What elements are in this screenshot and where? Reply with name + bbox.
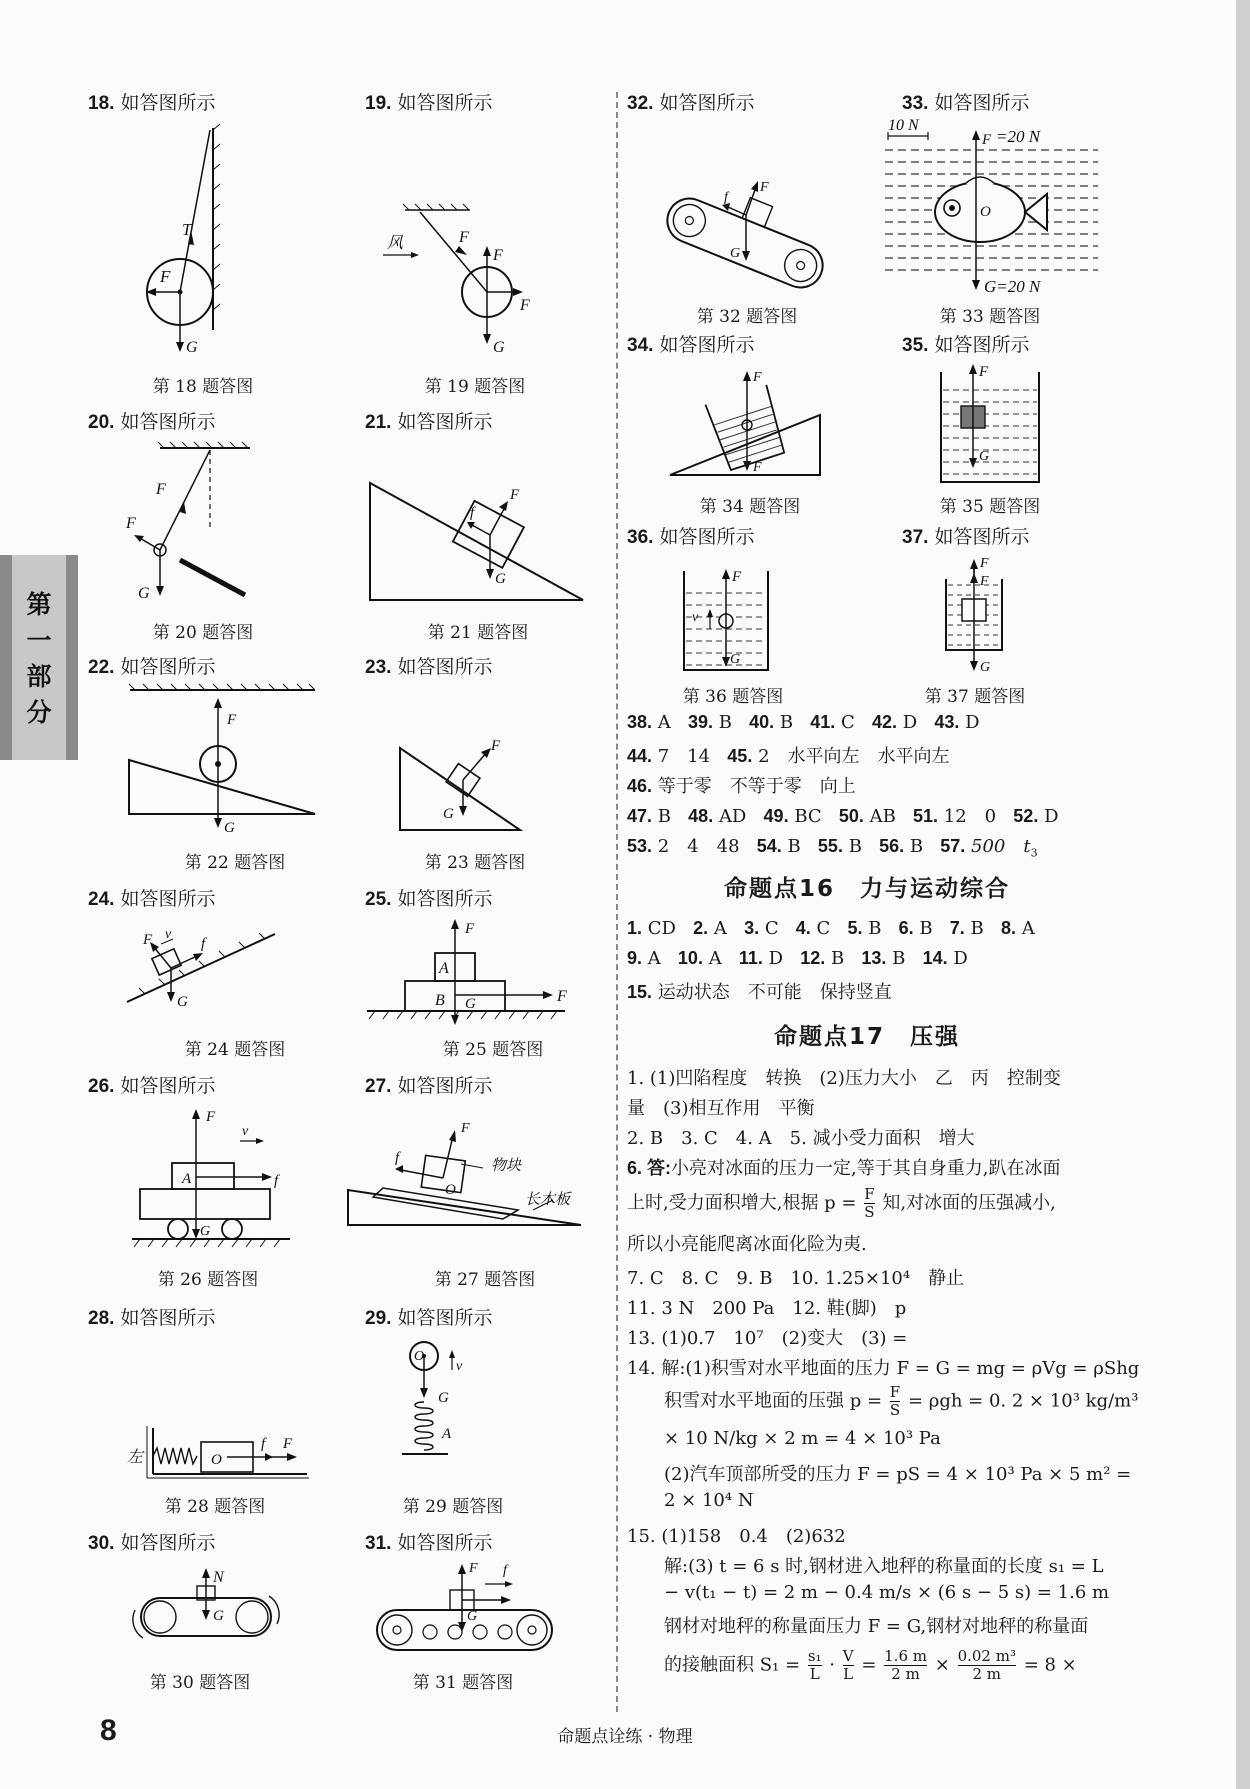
svg-text:v: v: [692, 610, 699, 625]
svg-text:G: G: [186, 339, 198, 356]
svg-text:F: F: [980, 574, 989, 589]
svg-text:G: G: [465, 996, 476, 1012]
s17-line-14: 2 × 10⁴ N: [664, 1490, 754, 1511]
svg-text:G: G: [467, 1609, 478, 1624]
question-29: 29. 如答图所示: [365, 1307, 493, 1329]
figure-33: [880, 112, 1105, 302]
svg-text:v: v: [242, 1124, 249, 1139]
svg-text:f: f: [724, 190, 728, 205]
page-edge-strip: [1236, 0, 1250, 1789]
svg-text:F: F: [753, 370, 762, 385]
svg-text:F: F: [206, 1109, 216, 1125]
svg-text:F: F: [156, 481, 166, 498]
caption-29: 第 29 题答图: [402, 1497, 504, 1517]
caption-32: 第 32 题答图: [696, 307, 798, 327]
figure-28: [125, 1420, 315, 1480]
caption-33: 第 33 题答图: [939, 307, 1041, 327]
svg-text:F: F: [469, 1561, 478, 1576]
question-27: 27. 如答图所示: [365, 1075, 493, 1097]
question-33: 33. 如答图所示: [902, 92, 1030, 114]
s17-line-8: 11. 3 N 200 Pa 12. 鞋(脚) p: [627, 1298, 907, 1319]
caption-18: 第 18 题答图: [152, 377, 254, 397]
s17-line-15: 15. (1)158 0.4 (2)632: [627, 1526, 846, 1547]
question-22: 22. 如答图所示: [88, 656, 216, 678]
caption-27: 第 27 题答图: [434, 1270, 536, 1290]
s17-line-4: 6. 答:小亮对冰面的压力一定,等于其自身重力,趴在冰面: [627, 1158, 1061, 1179]
s17-line-2: 量 (3)相互作用 平衡: [627, 1098, 815, 1119]
svg-text:F: F: [980, 556, 989, 571]
question-28: 28. 如答图所示: [88, 1307, 216, 1329]
section-heading-17: 命题点17 压强: [773, 1024, 960, 1050]
svg-text:10 N: 10 N: [888, 117, 919, 134]
svg-text:O: O: [980, 204, 991, 220]
svg-text:G: G: [730, 652, 741, 667]
svg-text:=20 N: =20 N: [996, 127, 1041, 146]
svg-text:T: T: [182, 220, 192, 239]
s17-line-19: 的接触面积 S₁ = $\frac{\text{s₁}}{L}$ · $\frac{V}{L}$ = $\frac{1.6 m}{2 m}$ × $\frac{\text{0.02 m³}}{2 m}$ = 8 ×: [664, 1647, 1077, 1683]
svg-text:f: f: [201, 936, 206, 952]
s17-line-6: 所以小亮能爬离冰面化险为夷.: [627, 1234, 867, 1255]
svg-text:F: F: [510, 487, 520, 503]
s17-line-10: 14. 解:(1)积雪对水平地面的压力 F = G = mg = ρVg = ρShg: [627, 1358, 1140, 1379]
page-footer: 命题点诠练 · 物理: [557, 1727, 693, 1747]
caption-30: 第 30 题答图: [149, 1673, 251, 1693]
figure-20: [120, 440, 270, 610]
figure-34: [665, 365, 825, 480]
svg-text:F: F: [126, 515, 136, 532]
question-24: 24. 如答图所示: [88, 888, 216, 910]
svg-text:G: G: [224, 820, 235, 836]
question-32: 32. 如答图所示: [627, 92, 755, 114]
question-34: 34. 如答图所示: [627, 334, 755, 356]
figure-30: [125, 1570, 285, 1650]
question-30: 30. 如答图所示: [88, 1532, 216, 1554]
svg-text:F: F: [732, 569, 742, 585]
svg-text:F: F: [160, 267, 171, 286]
question-18: 18. 如答图所示: [88, 92, 216, 114]
question-25: 25. 如答图所示: [365, 888, 493, 910]
svg-text:f: f: [274, 1173, 279, 1189]
svg-text:F: F: [465, 921, 475, 937]
figure-23: [395, 738, 530, 838]
svg-text:F: F: [227, 712, 237, 728]
svg-text:G: G: [138, 585, 150, 602]
svg-text:B: B: [435, 992, 445, 1009]
figure-25: [365, 915, 580, 1025]
svg-text:A: A: [442, 1426, 452, 1442]
question-19: 19. 如答图所示: [365, 92, 493, 114]
svg-text:N: N: [213, 1569, 224, 1586]
answers-38-43: 38. A 39. B 40. B 41. C 42. D 43. D: [627, 712, 980, 733]
svg-text:v: v: [456, 1359, 463, 1374]
answers-46: 46. 等于零 不等于零 向上: [627, 776, 856, 797]
side-tab-label: 第一部分: [26, 590, 52, 727]
caption-22: 第 22 题答图: [184, 853, 286, 873]
figure-32: [660, 175, 830, 295]
svg-text:G: G: [493, 339, 505, 356]
s16-answer-15: 15. 运动状态 不可能 保持竖直: [627, 982, 892, 1003]
figure-24: [125, 927, 285, 1010]
section-side-tab: [0, 555, 78, 760]
svg-text:f: f: [261, 1436, 266, 1452]
question-35: 35. 如答图所示: [902, 334, 1030, 356]
s16-answers-9-14: 9. A 10. A 11. D 12. B 13. B 14. D: [627, 948, 968, 969]
caption-28: 第 28 题答图: [164, 1497, 266, 1517]
svg-text:A: A: [182, 1171, 192, 1187]
caption-23: 第 23 题答图: [424, 853, 526, 873]
svg-text:G: G: [979, 449, 990, 464]
figure-26: [130, 1105, 300, 1250]
s17-line-7: 7. C 8. C 9. B 10. 1.25×10⁴ 静止: [627, 1268, 965, 1289]
caption-20: 第 20 题答图: [152, 623, 254, 643]
question-37: 37. 如答图所示: [902, 526, 1030, 548]
svg-text:风: 风: [387, 235, 404, 252]
question-20: 20. 如答图所示: [88, 411, 216, 433]
svg-text:左: 左: [127, 1449, 144, 1466]
svg-text:G: G: [177, 994, 188, 1010]
question-26: 26. 如答图所示: [88, 1075, 216, 1097]
s17-line-5: 上时,受力面积增大,根据 p = $\frac{F}{S}$ 知,对冰面的压强减小,: [627, 1185, 1056, 1221]
column-divider: [616, 92, 618, 1712]
caption-25: 第 25 题答图: [442, 1040, 544, 1060]
svg-text:F: F: [143, 932, 153, 948]
s17-line-13: (2)汽车顶部所受的压力 F = pS = 4 × 10³ Pa × 5 m² =: [664, 1464, 1132, 1485]
svg-text:G=20 N: G=20 N: [984, 277, 1041, 296]
caption-31: 第 31 题答图: [412, 1673, 514, 1693]
figure-35: [935, 362, 1045, 487]
svg-text:O: O: [211, 1452, 222, 1468]
s17-line-1: 1. (1)凹陷程度 转换 (2)压力大小 乙 丙 控制变: [627, 1068, 1061, 1089]
svg-text:G: G: [980, 660, 991, 675]
svg-text:f: f: [395, 1150, 400, 1166]
question-23: 23. 如答图所示: [365, 656, 493, 678]
svg-text:v: v: [165, 927, 172, 942]
s16-answers-1-8: 1. CD 2. A 3. C 4. C 5. B 6. B 7. B 8. A: [627, 918, 1035, 939]
figure-27: [343, 1120, 588, 1235]
svg-text:F: F: [982, 132, 992, 148]
question-36: 36. 如答图所示: [627, 526, 755, 548]
figure-19: [375, 200, 545, 360]
svg-text:F: F: [979, 364, 989, 380]
svg-text:F: F: [283, 1436, 293, 1452]
figure-31: [375, 1560, 575, 1660]
caption-36: 第 36 题答图: [682, 687, 784, 707]
svg-text:物块: 物块: [491, 1158, 522, 1174]
caption-26: 第 26 题答图: [157, 1270, 259, 1290]
figure-21: [365, 475, 595, 610]
figure-36: [680, 565, 780, 675]
s17-line-11: 积雪对水平地面的压强 p = $\frac{F}{S}$ = ρgh = 0. 2 × 10³ kg/m³: [664, 1383, 1139, 1419]
answers-53-57: 53. 2 4 48 54. B 55. B 56. B 57. 500 $t_3$: [627, 836, 1038, 860]
figure-22: [125, 682, 325, 837]
figure-37: [940, 555, 1020, 680]
svg-text:F: F: [461, 1121, 470, 1136]
svg-text:G: G: [443, 806, 454, 822]
svg-text:F: F: [520, 297, 530, 314]
svg-text:f: f: [503, 1563, 507, 1578]
question-21: 21. 如答图所示: [365, 411, 493, 433]
s17-line-18: 钢材对地秤的称量面压力 F = G,钢材对地秤的称量面: [664, 1616, 1089, 1637]
svg-text:长木板: 长木板: [525, 1192, 571, 1208]
svg-text:F: F: [491, 738, 501, 754]
page-number: 8: [100, 1714, 117, 1747]
svg-text:F: F: [557, 988, 567, 1005]
section-heading-16: 命题点16 力与运动综合: [723, 876, 1010, 902]
svg-text:F: F: [459, 229, 469, 246]
svg-text:F: F: [753, 460, 762, 475]
caption-34: 第 34 题答图: [699, 497, 801, 517]
question-31: 31. 如答图所示: [365, 1532, 493, 1554]
figure-29: [400, 1340, 490, 1475]
caption-37: 第 37 题答图: [924, 687, 1026, 707]
svg-text:F: F: [760, 180, 769, 195]
svg-text:f: f: [470, 505, 475, 521]
svg-text:G: G: [438, 1390, 449, 1406]
s17-line-9: 13. (1)0.7 10⁷ (2)变大 (3) =: [627, 1328, 908, 1349]
svg-text:O: O: [414, 1349, 425, 1364]
caption-21: 第 21 题答图: [427, 623, 529, 643]
svg-text:G: G: [213, 1608, 224, 1624]
answers-47-52: 47. B 48. AD 49. BC 50. AB 51. 12 0 52. D: [627, 806, 1059, 827]
svg-text:F: F: [493, 247, 503, 264]
s17-line-17: − v(t₁ − t) = 2 m − 0.4 m/s × (6 s − 5 s) = 1.6 m: [664, 1582, 1110, 1603]
svg-text:G: G: [495, 571, 506, 587]
svg-text:A: A: [439, 960, 449, 977]
svg-text:G: G: [200, 1224, 211, 1239]
svg-text:O: O: [445, 1182, 456, 1198]
figure-18: [120, 120, 270, 360]
caption-19: 第 19 题答图: [424, 377, 526, 397]
s17-line-12: × 10 N/kg × 2 m = 4 × 10³ Pa: [664, 1428, 941, 1449]
caption-24: 第 24 题答图: [184, 1040, 286, 1060]
svg-text:G: G: [730, 246, 741, 261]
caption-35: 第 35 题答图: [939, 497, 1041, 517]
s17-line-16: 解:(3) t = 6 s 时,钢材进入地秤的称量面的长度 s₁ = L: [664, 1556, 1104, 1577]
s17-line-3: 2. B 3. C 4. A 5. 减小受力面积 增大: [627, 1128, 975, 1149]
answers-44-45: 44. 7 14 45. 2 水平向左 水平向左: [627, 746, 950, 767]
